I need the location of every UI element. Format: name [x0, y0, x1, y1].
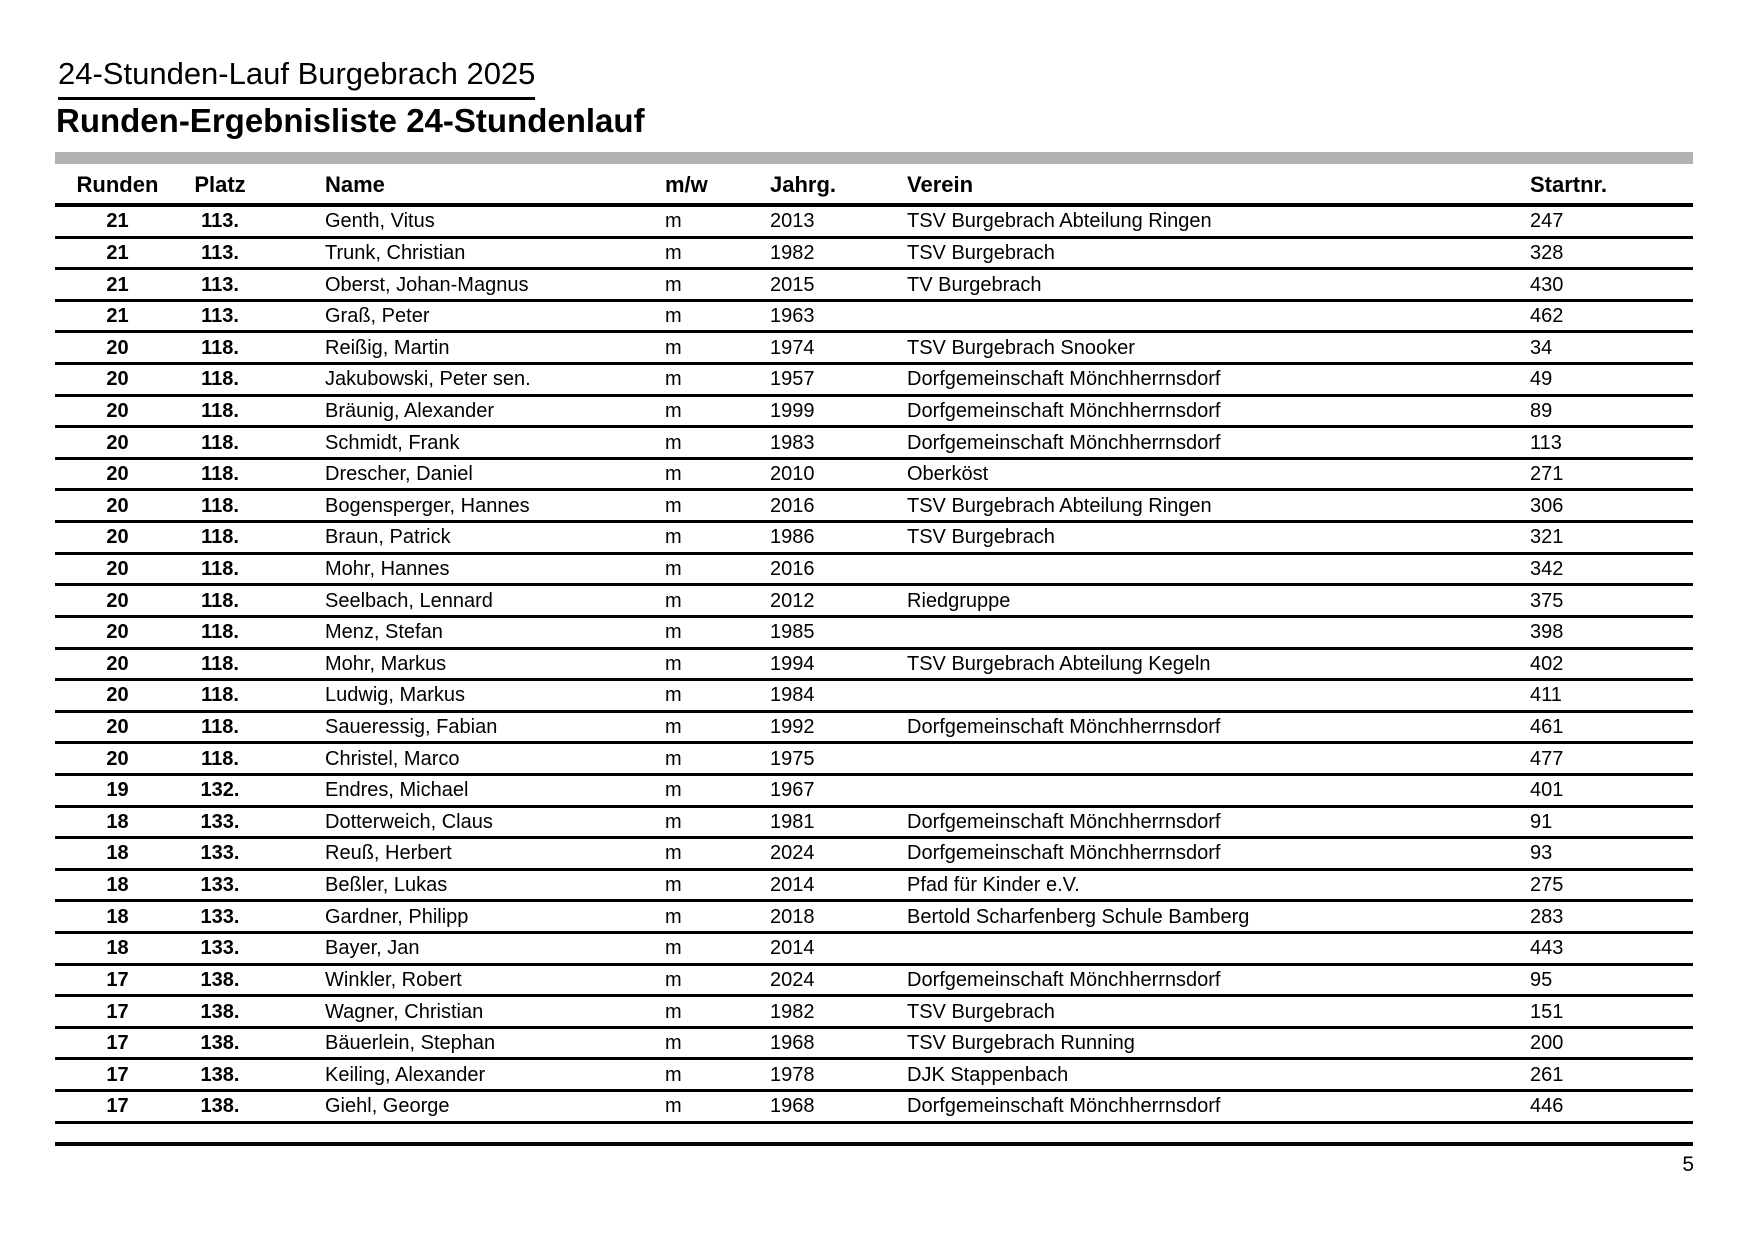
- cell-verein: DJK Stappenbach: [907, 1063, 1069, 1086]
- cell-jahrg: 1963: [770, 305, 815, 328]
- cell-mw: m: [665, 874, 682, 897]
- cell-mw: m: [665, 336, 682, 359]
- cell-startnr: 321: [1530, 526, 1564, 549]
- cell-name: Bayer, Jan: [325, 937, 420, 960]
- column-header-runden: Runden: [76, 172, 159, 197]
- cell-startnr: 34: [1530, 336, 1553, 359]
- cell-platz: 118.: [201, 621, 239, 644]
- cell-platz: 118.: [201, 494, 239, 517]
- cell-mw: m: [665, 305, 682, 328]
- cell-name: Oberst, Johan-Magnus: [325, 273, 529, 296]
- cell-platz: 138.: [200, 1000, 240, 1023]
- cell-mw: m: [665, 368, 682, 391]
- cell-startnr: 261: [1530, 1063, 1564, 1086]
- cell-name: Saueressig, Fabian: [325, 716, 498, 739]
- cell-jahrg: 2014: [770, 874, 815, 897]
- cell-platz: 118.: [201, 431, 239, 454]
- cell-mw: m: [665, 1032, 682, 1055]
- cell-startnr: 443: [1530, 937, 1564, 960]
- cell-mw: m: [665, 210, 682, 233]
- cell-mw: m: [665, 1000, 682, 1023]
- cell-name: Bräunig, Alexander: [325, 399, 495, 422]
- cell-name: Beßler, Lukas: [325, 874, 448, 897]
- column-header-verein: Verein: [907, 172, 974, 197]
- table-row: [55, 302, 1693, 334]
- cell-platz: 138.: [200, 1095, 240, 1118]
- cell-startnr: 247: [1530, 210, 1564, 233]
- cell-verein: Dorfgemeinschaft Mönchherrnsdorf: [907, 1095, 1221, 1118]
- cell-name: Graß, Peter: [325, 305, 430, 328]
- table-row: [55, 428, 1693, 460]
- cell-jahrg: 2014: [770, 937, 815, 960]
- cell-platz: 133.: [200, 842, 240, 865]
- cell-jahrg: 2013: [770, 210, 815, 233]
- cell-name: Reuß, Herbert: [325, 842, 452, 865]
- cell-runden: 19: [106, 779, 129, 802]
- cell-verein: Oberköst: [907, 463, 989, 486]
- cell-jahrg: 1978: [770, 1063, 815, 1086]
- cell-runden: 17: [106, 1095, 129, 1118]
- cell-jahrg: 1982: [770, 241, 815, 264]
- table-row: [55, 397, 1693, 429]
- cell-runden: 18: [106, 937, 129, 960]
- cell-platz: 118.: [201, 652, 239, 675]
- cell-verein: TV Burgebrach: [907, 273, 1042, 296]
- cell-runden: 20: [106, 747, 129, 770]
- cell-verein: Dorfgemeinschaft Mönchherrnsdorf: [907, 968, 1221, 991]
- cell-startnr: 462: [1530, 305, 1564, 328]
- cell-runden: 21: [106, 241, 129, 264]
- cell-startnr: 306: [1530, 494, 1564, 517]
- cell-verein: TSV Burgebrach: [907, 1000, 1055, 1023]
- cell-name: Schmidt, Frank: [325, 431, 460, 454]
- cell-verein: TSV Burgebrach: [907, 526, 1055, 549]
- cell-verein: TSV Burgebrach Abteilung Ringen: [907, 210, 1212, 233]
- cell-name: Wagner, Christian: [325, 1000, 484, 1023]
- column-header-startnr: Startnr.: [1530, 172, 1608, 197]
- cell-platz: 133.: [200, 937, 240, 960]
- table-row: [55, 365, 1693, 397]
- cell-mw: m: [665, 526, 682, 549]
- cell-runden: 20: [106, 368, 129, 391]
- cell-name: Reißig, Martin: [325, 336, 450, 359]
- cell-platz: 118.: [201, 684, 239, 707]
- cell-startnr: 89: [1530, 399, 1553, 422]
- cell-platz: 133.: [200, 810, 240, 833]
- cell-startnr: 398: [1530, 621, 1564, 644]
- cell-mw: m: [665, 463, 682, 486]
- report-title: Runden-Ergebnisliste 24-Stundenlauf: [56, 102, 645, 139]
- cell-name: Seelbach, Lennard: [325, 589, 493, 612]
- cell-name: Menz, Stefan: [325, 621, 443, 644]
- cell-startnr: 461: [1530, 716, 1564, 739]
- cell-jahrg: 1992: [770, 716, 815, 739]
- cell-verein: Bertold Scharfenberg Schule Bamberg: [907, 905, 1250, 928]
- cell-platz: 118.: [201, 747, 239, 770]
- table-row: [55, 1092, 1693, 1124]
- cell-startnr: 49: [1530, 368, 1553, 391]
- cell-startnr: 283: [1530, 905, 1564, 928]
- cell-mw: m: [665, 779, 682, 802]
- table-top-bar: [55, 152, 1693, 164]
- cell-runden: 20: [106, 494, 129, 517]
- table-row: [55, 997, 1693, 1029]
- table-row: [55, 207, 1693, 239]
- cell-name: Winkler, Robert: [325, 968, 462, 991]
- cell-runden: 18: [106, 874, 129, 897]
- cell-runden: 21: [106, 210, 129, 233]
- cell-mw: m: [665, 431, 682, 454]
- cell-jahrg: 1981: [770, 810, 815, 833]
- cell-startnr: 446: [1530, 1095, 1564, 1118]
- cell-jahrg: 1968: [770, 1032, 815, 1055]
- cell-verein: Dorfgemeinschaft Mönchherrnsdorf: [907, 810, 1221, 833]
- cell-platz: 118.: [201, 558, 239, 580]
- cell-jahrg: 2016: [770, 494, 815, 517]
- cell-mw: m: [665, 1063, 682, 1086]
- cell-runden: 20: [106, 716, 129, 739]
- cell-name: Gardner, Philipp: [325, 905, 469, 928]
- cell-mw: m: [665, 937, 682, 960]
- cell-verein: TSV Burgebrach Abteilung Ringen: [907, 494, 1212, 517]
- cell-mw: m: [665, 399, 682, 422]
- cell-mw: m: [665, 558, 682, 580]
- cell-mw: m: [665, 1095, 682, 1118]
- cell-runden: 20: [106, 652, 129, 675]
- cell-runden: 17: [106, 1063, 129, 1086]
- cell-platz: 133.: [200, 905, 240, 928]
- cell-jahrg: 1957: [770, 368, 815, 391]
- cell-name: Endres, Michael: [325, 779, 469, 802]
- cell-mw: m: [665, 652, 682, 675]
- cell-platz: 132.: [200, 779, 240, 802]
- cell-name: Giehl, George: [325, 1095, 450, 1118]
- cell-jahrg: 1986: [770, 526, 815, 549]
- cell-startnr: 95: [1530, 968, 1553, 991]
- table-row: [55, 1060, 1693, 1092]
- cell-startnr: 411: [1530, 684, 1562, 707]
- cell-name: Braun, Patrick: [325, 526, 451, 549]
- cell-verein: Dorfgemeinschaft Mönchherrnsdorf: [907, 399, 1221, 422]
- cell-runden: 20: [106, 684, 129, 707]
- cell-platz: 113.: [201, 241, 239, 264]
- cell-platz: 118.: [201, 399, 239, 422]
- table-bottom-rule: [55, 1124, 1693, 1146]
- cell-mw: m: [665, 747, 682, 770]
- cell-runden: 20: [106, 399, 129, 422]
- cell-startnr: 401: [1530, 779, 1564, 802]
- cell-name: Mohr, Markus: [325, 652, 447, 675]
- cell-verein: TSV Burgebrach Snooker: [907, 336, 1135, 359]
- cell-mw: m: [665, 494, 682, 517]
- cell-jahrg: 1975: [770, 747, 815, 770]
- cell-platz: 133.: [200, 874, 240, 897]
- cell-mw: m: [665, 621, 682, 644]
- table-row: [55, 270, 1693, 302]
- cell-startnr: 328: [1530, 241, 1564, 264]
- table-row: [55, 1029, 1693, 1061]
- cell-jahrg: 1999: [770, 399, 815, 422]
- cell-jahrg: 2010: [770, 463, 815, 486]
- table-row: [55, 460, 1693, 492]
- cell-name: Christel, Marco: [325, 747, 460, 770]
- cell-jahrg: 1994: [770, 652, 815, 675]
- cell-platz: 118.: [201, 716, 239, 739]
- cell-startnr: 271: [1530, 463, 1564, 486]
- cell-runden: 17: [106, 1032, 129, 1055]
- table-row: [55, 744, 1693, 776]
- cell-jahrg: 1974: [770, 336, 815, 359]
- cell-platz: 118.: [201, 368, 239, 391]
- cell-runden: 17: [106, 968, 129, 991]
- cell-verein: Dorfgemeinschaft Mönchherrnsdorf: [907, 716, 1221, 739]
- table-row: [55, 934, 1693, 966]
- cell-platz: 118.: [201, 589, 239, 612]
- table-row: [55, 491, 1693, 523]
- cell-startnr: 477: [1530, 747, 1564, 770]
- cell-runden: 21: [106, 305, 129, 328]
- cell-startnr: 342: [1530, 558, 1564, 580]
- cell-verein: Riedgruppe: [907, 589, 1011, 612]
- cell-name: Ludwig, Markus: [325, 684, 466, 707]
- cell-name: Bogensperger, Hannes: [325, 494, 530, 517]
- table-row: [55, 681, 1693, 713]
- cell-jahrg: 1983: [770, 431, 815, 454]
- page-number: 5: [1682, 1153, 1694, 1176]
- cell-verein: TSV Burgebrach Running: [907, 1032, 1135, 1055]
- cell-jahrg: 2015: [770, 273, 815, 296]
- cell-platz: 113.: [201, 210, 239, 233]
- cell-verein: TSV Burgebrach Abteilung Kegeln: [907, 652, 1211, 675]
- cell-startnr: 402: [1530, 652, 1564, 675]
- table-row: [55, 239, 1693, 271]
- cell-startnr: 375: [1530, 589, 1564, 612]
- cell-startnr: 275: [1530, 874, 1564, 897]
- cell-name: Trunk, Christian: [325, 241, 466, 264]
- cell-verein: Pfad für Kinder e.V.: [907, 874, 1080, 897]
- cell-jahrg: 2024: [770, 842, 815, 865]
- table-body: [55, 207, 1693, 1124]
- cell-runden: 20: [106, 431, 129, 454]
- cell-runden: 20: [106, 336, 129, 359]
- cell-runden: 21: [106, 273, 129, 296]
- table-row: [55, 586, 1693, 618]
- cell-mw: m: [665, 684, 682, 707]
- cell-verein: TSV Burgebrach: [907, 241, 1055, 264]
- cell-runden: 20: [106, 526, 129, 549]
- cell-name: Genth, Vitus: [325, 210, 435, 233]
- cell-platz: 113.: [201, 273, 239, 296]
- table-row: [55, 776, 1693, 808]
- cell-jahrg: 2018: [770, 905, 815, 928]
- table-row: [55, 713, 1693, 745]
- cell-runden: 20: [106, 621, 129, 644]
- table-row: [55, 333, 1693, 365]
- table-header-row: [55, 164, 1693, 207]
- cell-mw: m: [665, 842, 682, 865]
- cell-jahrg: 2012: [770, 589, 815, 612]
- table-row: [55, 871, 1693, 903]
- cell-jahrg: 1967: [770, 779, 815, 802]
- cell-name: Jakubowski, Peter sen.: [325, 368, 531, 391]
- results-table: [55, 152, 1693, 1146]
- cell-platz: 118.: [201, 463, 239, 486]
- cell-platz: 118.: [201, 336, 239, 359]
- cell-name: Mohr, Hannes: [325, 558, 450, 580]
- cell-runden: 17: [106, 1000, 129, 1023]
- table-row: [55, 650, 1693, 682]
- cell-name: Drescher, Daniel: [325, 463, 473, 486]
- cell-startnr: 430: [1530, 273, 1564, 296]
- cell-jahrg: 1984: [770, 684, 815, 707]
- table-row: [55, 618, 1693, 650]
- cell-runden: 20: [106, 558, 129, 580]
- table-row: [55, 808, 1693, 840]
- cell-platz: 118.: [201, 526, 239, 549]
- cell-mw: m: [665, 905, 682, 928]
- cell-platz: 138.: [200, 968, 240, 991]
- cell-jahrg: 1968: [770, 1095, 815, 1118]
- cell-jahrg: 2024: [770, 968, 815, 991]
- cell-name: Dotterweich, Claus: [325, 810, 493, 833]
- cell-jahrg: 1985: [770, 621, 815, 644]
- cell-mw: m: [665, 968, 682, 991]
- column-header-mw: m/w: [665, 172, 708, 197]
- cell-startnr: 113: [1530, 431, 1562, 454]
- table-row: [55, 523, 1693, 555]
- cell-startnr: 91: [1530, 810, 1553, 833]
- cell-runden: 20: [106, 589, 129, 612]
- cell-name: Bäuerlein, Stephan: [325, 1032, 496, 1055]
- cell-jahrg: 2016: [770, 558, 815, 580]
- cell-runden: 18: [106, 810, 129, 833]
- cell-platz: 138.: [200, 1063, 240, 1086]
- cell-verein: Dorfgemeinschaft Mönchherrnsdorf: [907, 842, 1221, 865]
- table-row: [55, 966, 1693, 998]
- cell-mw: m: [665, 241, 682, 264]
- cell-jahrg: 1982: [770, 1000, 815, 1023]
- cell-platz: 138.: [200, 1032, 240, 1055]
- cell-name: Keiling, Alexander: [325, 1063, 486, 1086]
- cell-mw: m: [665, 810, 682, 833]
- cell-runden: 18: [106, 905, 129, 928]
- cell-mw: m: [665, 589, 682, 612]
- table-row: [55, 839, 1693, 871]
- cell-mw: m: [665, 716, 682, 739]
- cell-startnr: 200: [1530, 1032, 1564, 1055]
- column-header-name: Name: [325, 172, 385, 197]
- event-title: 24-Stunden-Lauf Burgebrach 2025: [58, 56, 535, 100]
- column-header-platz: Platz: [194, 172, 246, 197]
- cell-startnr: 151: [1530, 1000, 1564, 1023]
- cell-runden: 20: [106, 463, 129, 486]
- table-row: [55, 555, 1693, 587]
- cell-mw: m: [665, 273, 682, 296]
- column-header-jahrg: Jahrg.: [770, 172, 837, 197]
- cell-verein: Dorfgemeinschaft Mönchherrnsdorf: [907, 368, 1221, 391]
- cell-verein: Dorfgemeinschaft Mönchherrnsdorf: [907, 431, 1221, 454]
- cell-startnr: 93: [1530, 842, 1553, 865]
- table-row: [55, 902, 1693, 934]
- cell-runden: 18: [106, 842, 129, 865]
- cell-platz: 113.: [201, 305, 239, 328]
